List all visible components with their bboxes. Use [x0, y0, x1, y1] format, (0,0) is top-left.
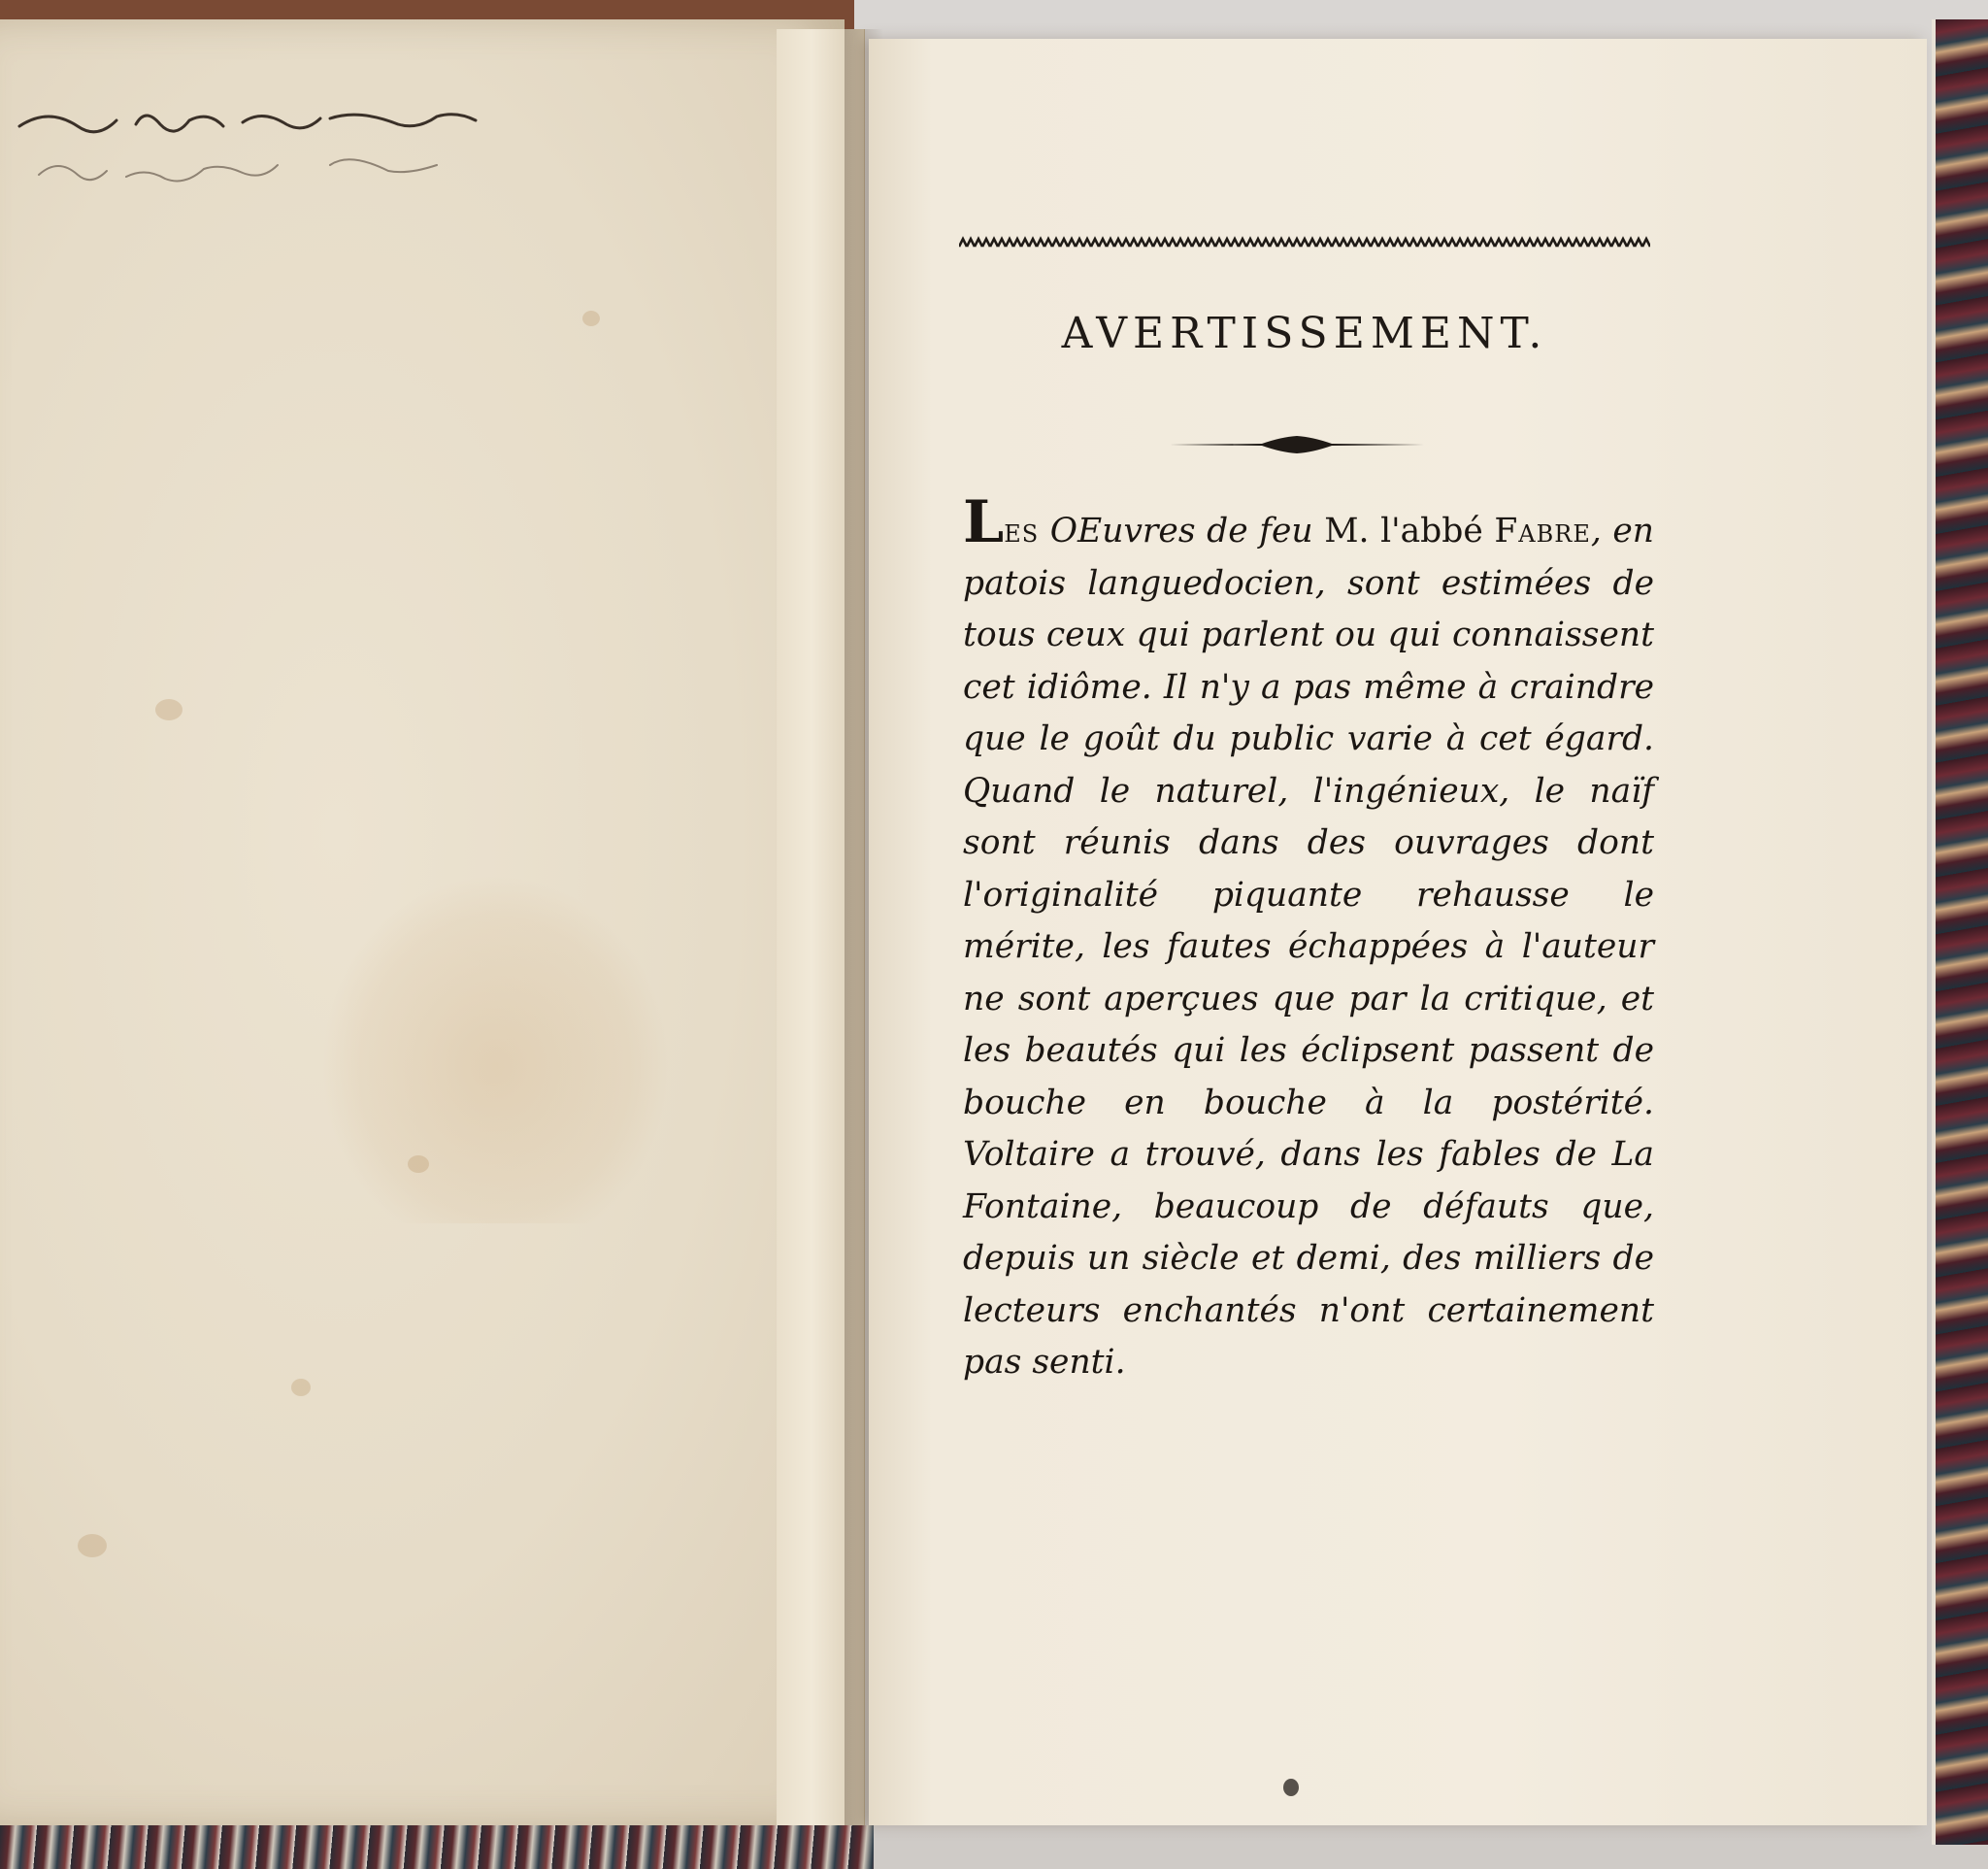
left-page — [0, 19, 845, 1825]
page-mark-dot — [1283, 1779, 1299, 1796]
heading-ornament — [1170, 433, 1424, 456]
drop-cap-rest: es — [1004, 512, 1040, 551]
foxing-spot — [582, 311, 600, 326]
bleed-through-stain — [320, 874, 670, 1223]
foxing-spot — [408, 1155, 429, 1173]
handwritten-inscription — [10, 97, 514, 204]
author-name: Fabre — [1494, 512, 1591, 551]
foxing-spot — [291, 1379, 311, 1396]
foxing-spot — [155, 699, 182, 720]
decorative-top-rule — [959, 235, 1650, 250]
paragraph-text-upright: M. l'abbé — [1324, 512, 1483, 551]
paragraph-text: OEuvres de feu — [1049, 512, 1313, 551]
foxing-spot — [78, 1534, 107, 1557]
marbled-page-edge-right — [1932, 19, 1988, 1845]
marbled-cover-bottom — [0, 1825, 874, 1869]
foreword-paragraph — [963, 488, 1655, 1389]
drop-cap: L — [963, 488, 1005, 556]
page-heading: AVERTISSEMENT. — [1061, 309, 1548, 358]
paragraph-text: , en patois languedocien, sont estimées de tous ceux qui parlent ou qui connaissent cet idiôme. Il n'y a pas même à craindre que le goût du public varie à cet égard. Quand le naturel, l'ingénieux, le naïf sont réunis dans des ouvrages dont l'originalité piquante rehausse le mérite, les fautes échappées à l'auteur ne sont aperçues que par la critique, et les beautés qui les éclipsent passent de bouche en bouche à la postérité. Voltaire a trouvé, dans les fables de La Fontaine, beaucoup de défauts que, depuis un siècle et demi, des milliers de lecteurs enchantés n'ont certainement pas senti. — [963, 512, 1655, 1382]
